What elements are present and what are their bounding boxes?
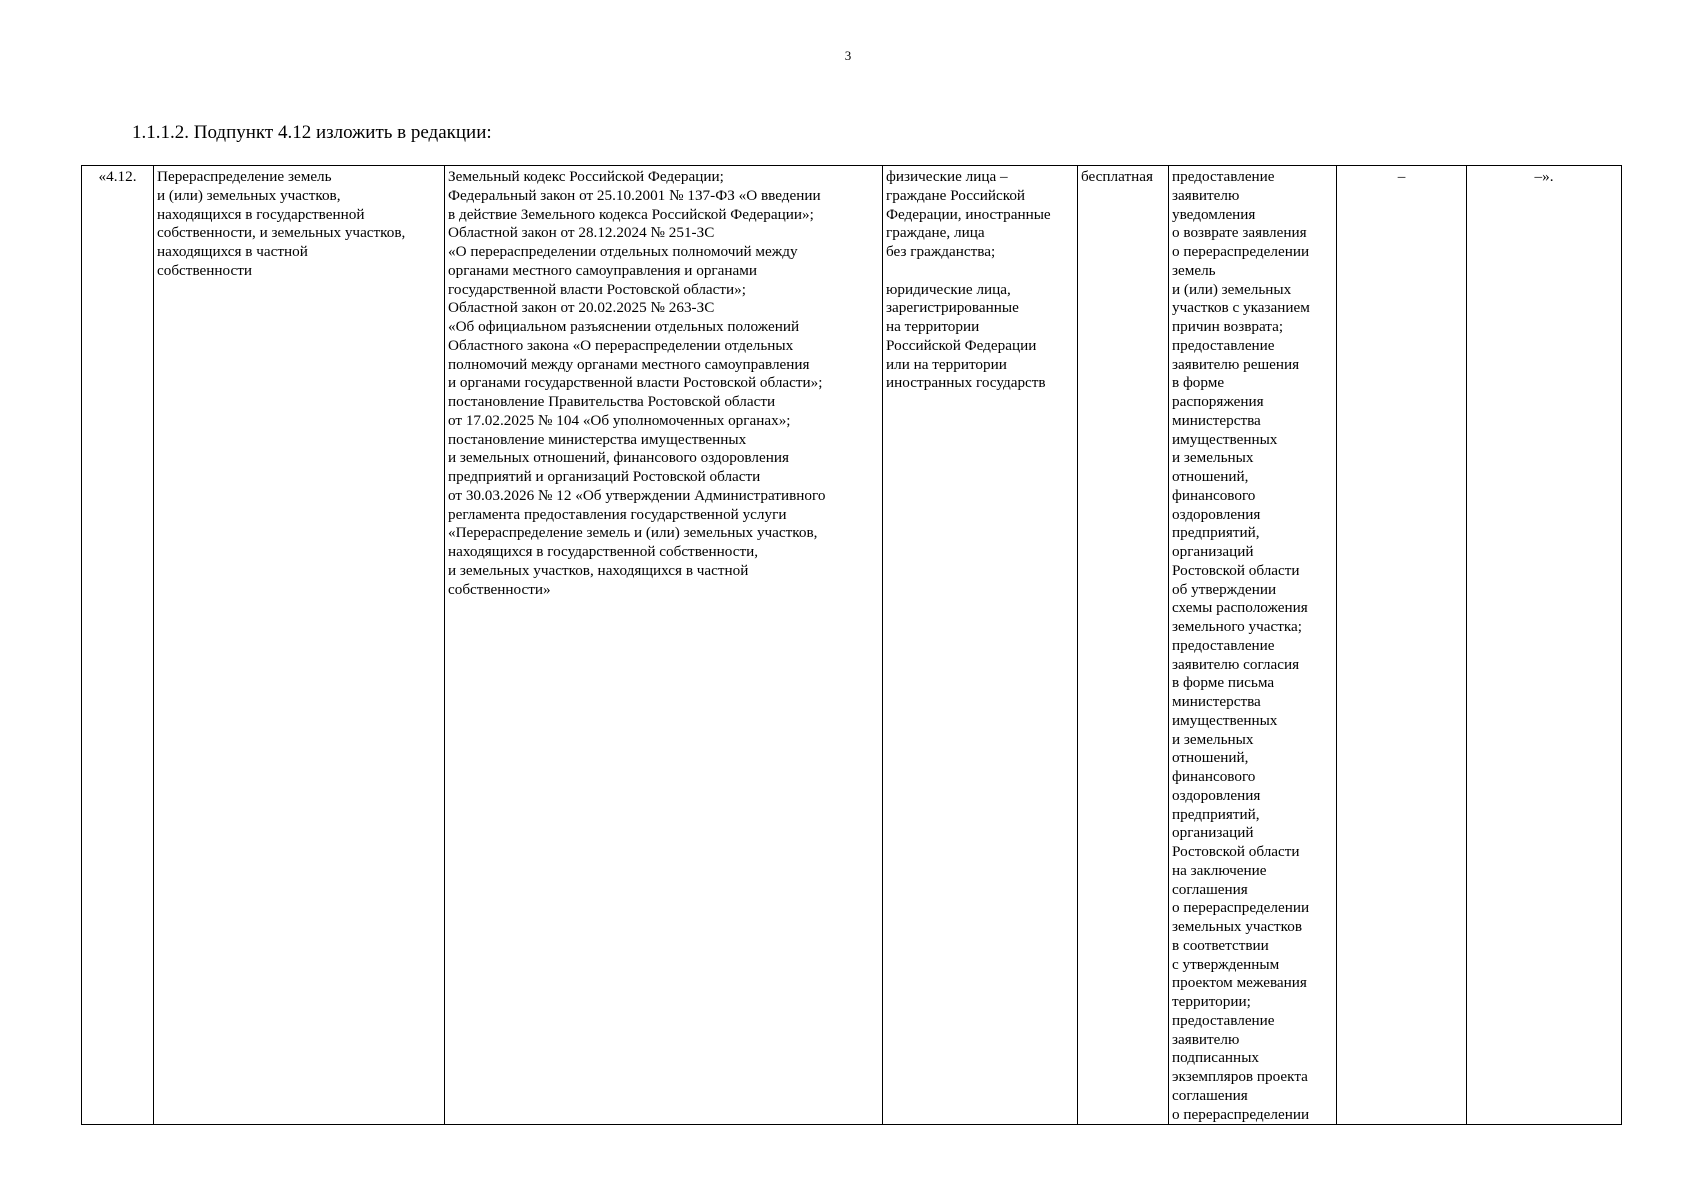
- service-name: Перераспределение земель и (или) земельных участков, находящихся в государственной собственности, и земельных участков, находящихся в частной собственности: [157, 168, 406, 279]
- service-name-cell: [154, 166, 445, 1125]
- row-number: «4.12.: [98, 168, 137, 185]
- col8-cell: [1467, 166, 1622, 1125]
- col8-value: –».: [1534, 168, 1554, 185]
- services-table: [81, 165, 1622, 1125]
- col7-cell: [1337, 166, 1467, 1125]
- page-number: 3: [844, 48, 852, 63]
- section-heading: 1.1.1.2. Подпункт 4.12 изложить в редакции:: [132, 122, 492, 143]
- row-number-cell: [82, 166, 154, 1125]
- service-result: предоставление заявителю уведомления о возврате заявления о перераспределении земель и (или) земельных участков с указанием причин возврата; предоставление заявителю решения в форме распоряжения министерства имущественных и земельных отношений, финансового оздоровления предприятий, организаций Ростовской области об утверждении схемы расположения земельного участка; предоставление заявителю согласия в форме письма министерства имущественных и земельных отношений, финансового оздоровления предприятий, организаций Ростовской области на заключение соглашения о перераспределении земельных участков в соответствии с утвержденным проектом межевания территории; предоставление заявителю подписанных экземпляров проекта соглашения о перераспределении: [1172, 168, 1310, 1123]
- legal-basis: Земельный кодекс Российской Федерации; Федеральный закон от 25.10.2001 № 137-ФЗ «О введении в действие Земельного кодекса Российской Федерации»; Областной закон от 28.12.2024 № 251-ЗС «О перераспределении отдельных полномочий между органами местного самоуправления и органами государственной власти Ростовской области»; Областной закон от 20.02.2025 № 263-ЗС «Об официальном разъяснении отдельных положений Областного закона «О перераспределении отдельных полномочий между органами местного самоуправления и органами государственной власти Ростовской области»; постановление Правительства Ростовской области от 17.02.2025 № 104 «Об уполномоченных органах»; постановление министерства имущественных и земельных отношений, финансового оздоровления предприятий и организаций Ростовской области от 30.03.2026 № 12 «Об утверждении Административного регламента предоставления государственной услуги «Перераспределение земель и (или) земельных участков, находящихся в государственной собственности, и земельных участков, находящихся в частной собственности»: [448, 168, 826, 598]
- result-cell: [1169, 166, 1337, 1125]
- cost-cell: [1078, 166, 1169, 1125]
- cost: бесплатная: [1081, 168, 1153, 185]
- applicants-cell: [883, 166, 1078, 1125]
- legal-basis-cell: [445, 166, 883, 1125]
- col7-value: –: [1397, 168, 1406, 185]
- applicants: физические лица – граждане Российской Федерации, иностранные граждане, лица без гражданства; юридические лица, зарегистрированные на территории Российской Федерации или на территории иностранных государств: [886, 168, 1051, 392]
- table-row: [82, 166, 1622, 1125]
